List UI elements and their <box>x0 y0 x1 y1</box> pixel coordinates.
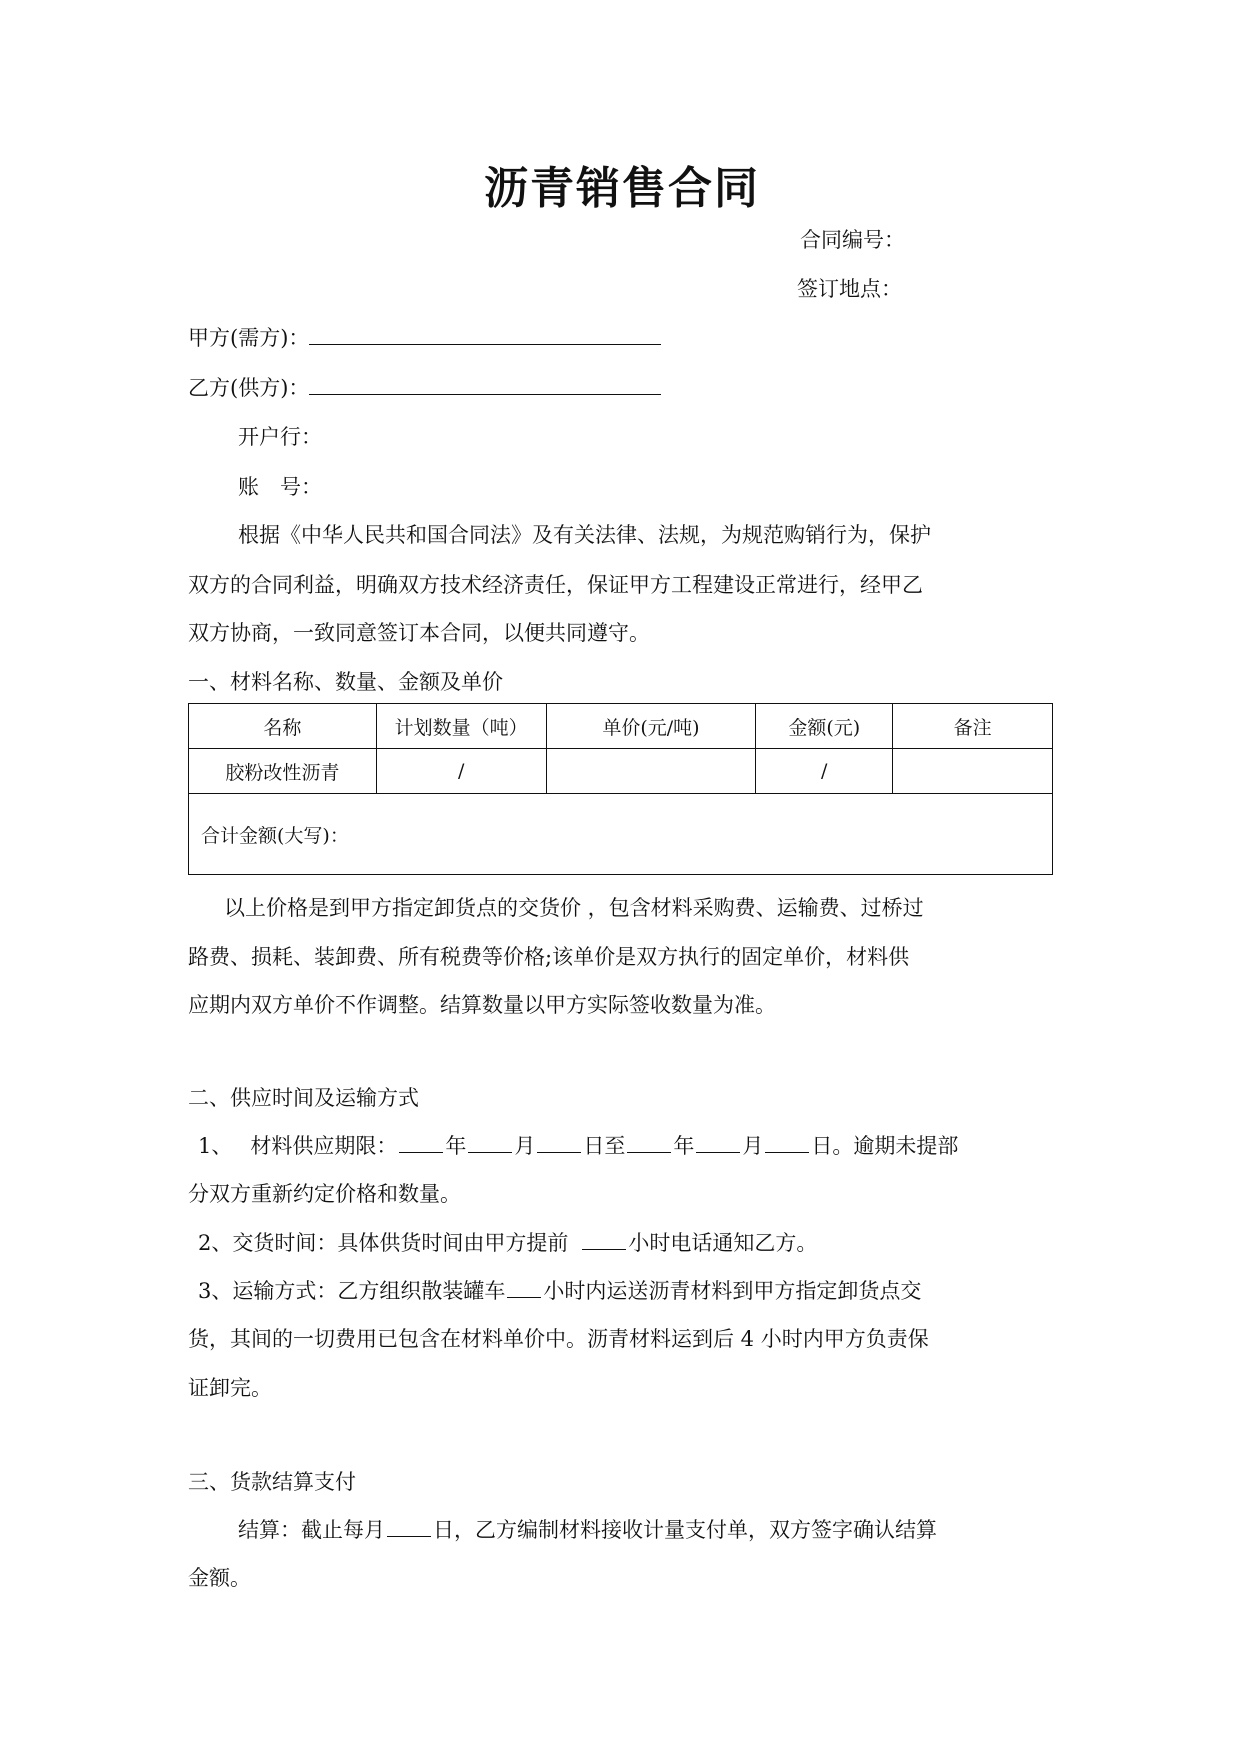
price-note-line-3: 应期内双方单价不作调整。结算数量以甲方实际签收数量为准。 <box>188 993 776 1017</box>
month-label-1: 月 <box>514 1134 536 1158</box>
month-blank-2 <box>696 1132 740 1153</box>
account-label: 账 号： <box>238 475 322 499</box>
cell-name: 胶粉改性沥青 <box>189 749 377 794</box>
s2-item-3-line-1 <box>198 1276 921 1306</box>
signing-place-label: 签订地点： <box>797 277 902 301</box>
price-note-line-2: 路费、损耗、装卸费、所有税费等价格;该单价是双方执行的固定单价，材料供 <box>188 945 910 969</box>
table-header-row <box>189 704 1053 749</box>
s2-item-1-number: 1、 <box>198 1134 233 1158</box>
s3-line-1 <box>238 1515 937 1545</box>
delivery-hours-blank <box>507 1277 541 1298</box>
party-b-label: 乙方(供方)： <box>188 376 310 400</box>
s3-line-1-suffix: 日，乙方编制材料接收计量支付单，双方签字确认结算 <box>433 1518 937 1542</box>
cell-amount: / <box>756 749 893 794</box>
party-b-blank <box>309 372 661 395</box>
header-amount: 金额(元) <box>756 704 893 749</box>
settlement-day-blank <box>387 1516 431 1537</box>
s3-line-1-prefix: 结算：截止每月 <box>238 1518 385 1542</box>
document-title: 沥青销售合同 <box>484 163 760 214</box>
s2-item-2 <box>198 1228 817 1258</box>
day-blank-1 <box>537 1132 581 1153</box>
s2-item-3-suffix: 小时内运送沥青材料到甲方指定卸货点交 <box>543 1279 922 1303</box>
s2-item-3-line-2: 货，其间的一切费用已包含在材料单价中。沥青材料运到后 4 小时内甲方负责保 <box>188 1327 929 1351</box>
s2-item-2-prefix: 2、交货时间：具体供货时间由甲方提前 <box>198 1231 569 1255</box>
party-a-blank <box>309 322 661 345</box>
s3-line-2: 金额。 <box>188 1566 251 1590</box>
year-blank-2 <box>627 1132 671 1153</box>
s2-item-2-suffix: 小时电话通知乙方。 <box>628 1231 818 1255</box>
intro-line-3: 双方协商，一致同意签订本合同，以便共同遵守。 <box>188 621 650 645</box>
party-a-line <box>188 322 661 353</box>
section-1-title: 一、材料名称、数量、金额及单价 <box>188 670 503 694</box>
header-name: 名称 <box>189 704 377 749</box>
header-quantity: 计划数量（吨） <box>376 704 546 749</box>
day-label-1: 日至 <box>583 1134 626 1158</box>
intro-line-1: 根据《中华人民共和国合同法》及有关法律、法规，为规范购销行为，保护 <box>238 523 931 547</box>
s2-item-3-prefix: 3、运输方式：乙方组织散装罐车 <box>198 1279 506 1303</box>
year-label-2: 年 <box>673 1134 695 1158</box>
table-row <box>189 749 1053 794</box>
day-label-2: 日。逾期未提部 <box>811 1134 959 1158</box>
cell-unit-price <box>546 749 756 794</box>
month-blank-1 <box>468 1132 512 1153</box>
year-blank-1 <box>399 1132 443 1153</box>
section-3-title: 三、货款结算支付 <box>188 1470 356 1494</box>
table-total-row <box>189 794 1053 875</box>
year-label-1: 年 <box>445 1134 467 1158</box>
cell-remarks <box>893 749 1053 794</box>
bank-label: 开户行： <box>238 425 322 449</box>
cell-quantity: / <box>376 749 546 794</box>
s2-item-1-label: 材料供应期限： <box>250 1134 398 1158</box>
materials-table <box>188 703 1053 875</box>
day-blank-2 <box>765 1132 809 1153</box>
party-b-line <box>188 372 661 403</box>
s2-item-1-line-2: 分双方重新约定价格和数量。 <box>188 1182 461 1206</box>
total-amount-label: 合计金额(大写)： <box>189 794 1053 875</box>
notice-hours-blank <box>582 1229 626 1250</box>
s2-item-1-line-1 <box>198 1131 958 1161</box>
month-label-2: 月 <box>742 1134 764 1158</box>
s2-item-3-line-3: 证卸完。 <box>188 1376 272 1400</box>
contract-number-label: 合同编号： <box>800 228 905 252</box>
intro-line-2: 双方的合同利益，明确双方技术经济责任，保证甲方工程建设正常进行，经甲乙 <box>188 573 923 597</box>
header-unit-price: 单价(元/吨) <box>546 704 756 749</box>
section-2-title: 二、供应时间及运输方式 <box>188 1086 419 1110</box>
header-remarks: 备注 <box>893 704 1053 749</box>
party-a-label: 甲方(需方)： <box>188 326 310 350</box>
price-note-line-1: 以上价格是到甲方指定卸货点的交货价 ，包含材料采购费、运输费、过桥过 <box>224 896 924 920</box>
